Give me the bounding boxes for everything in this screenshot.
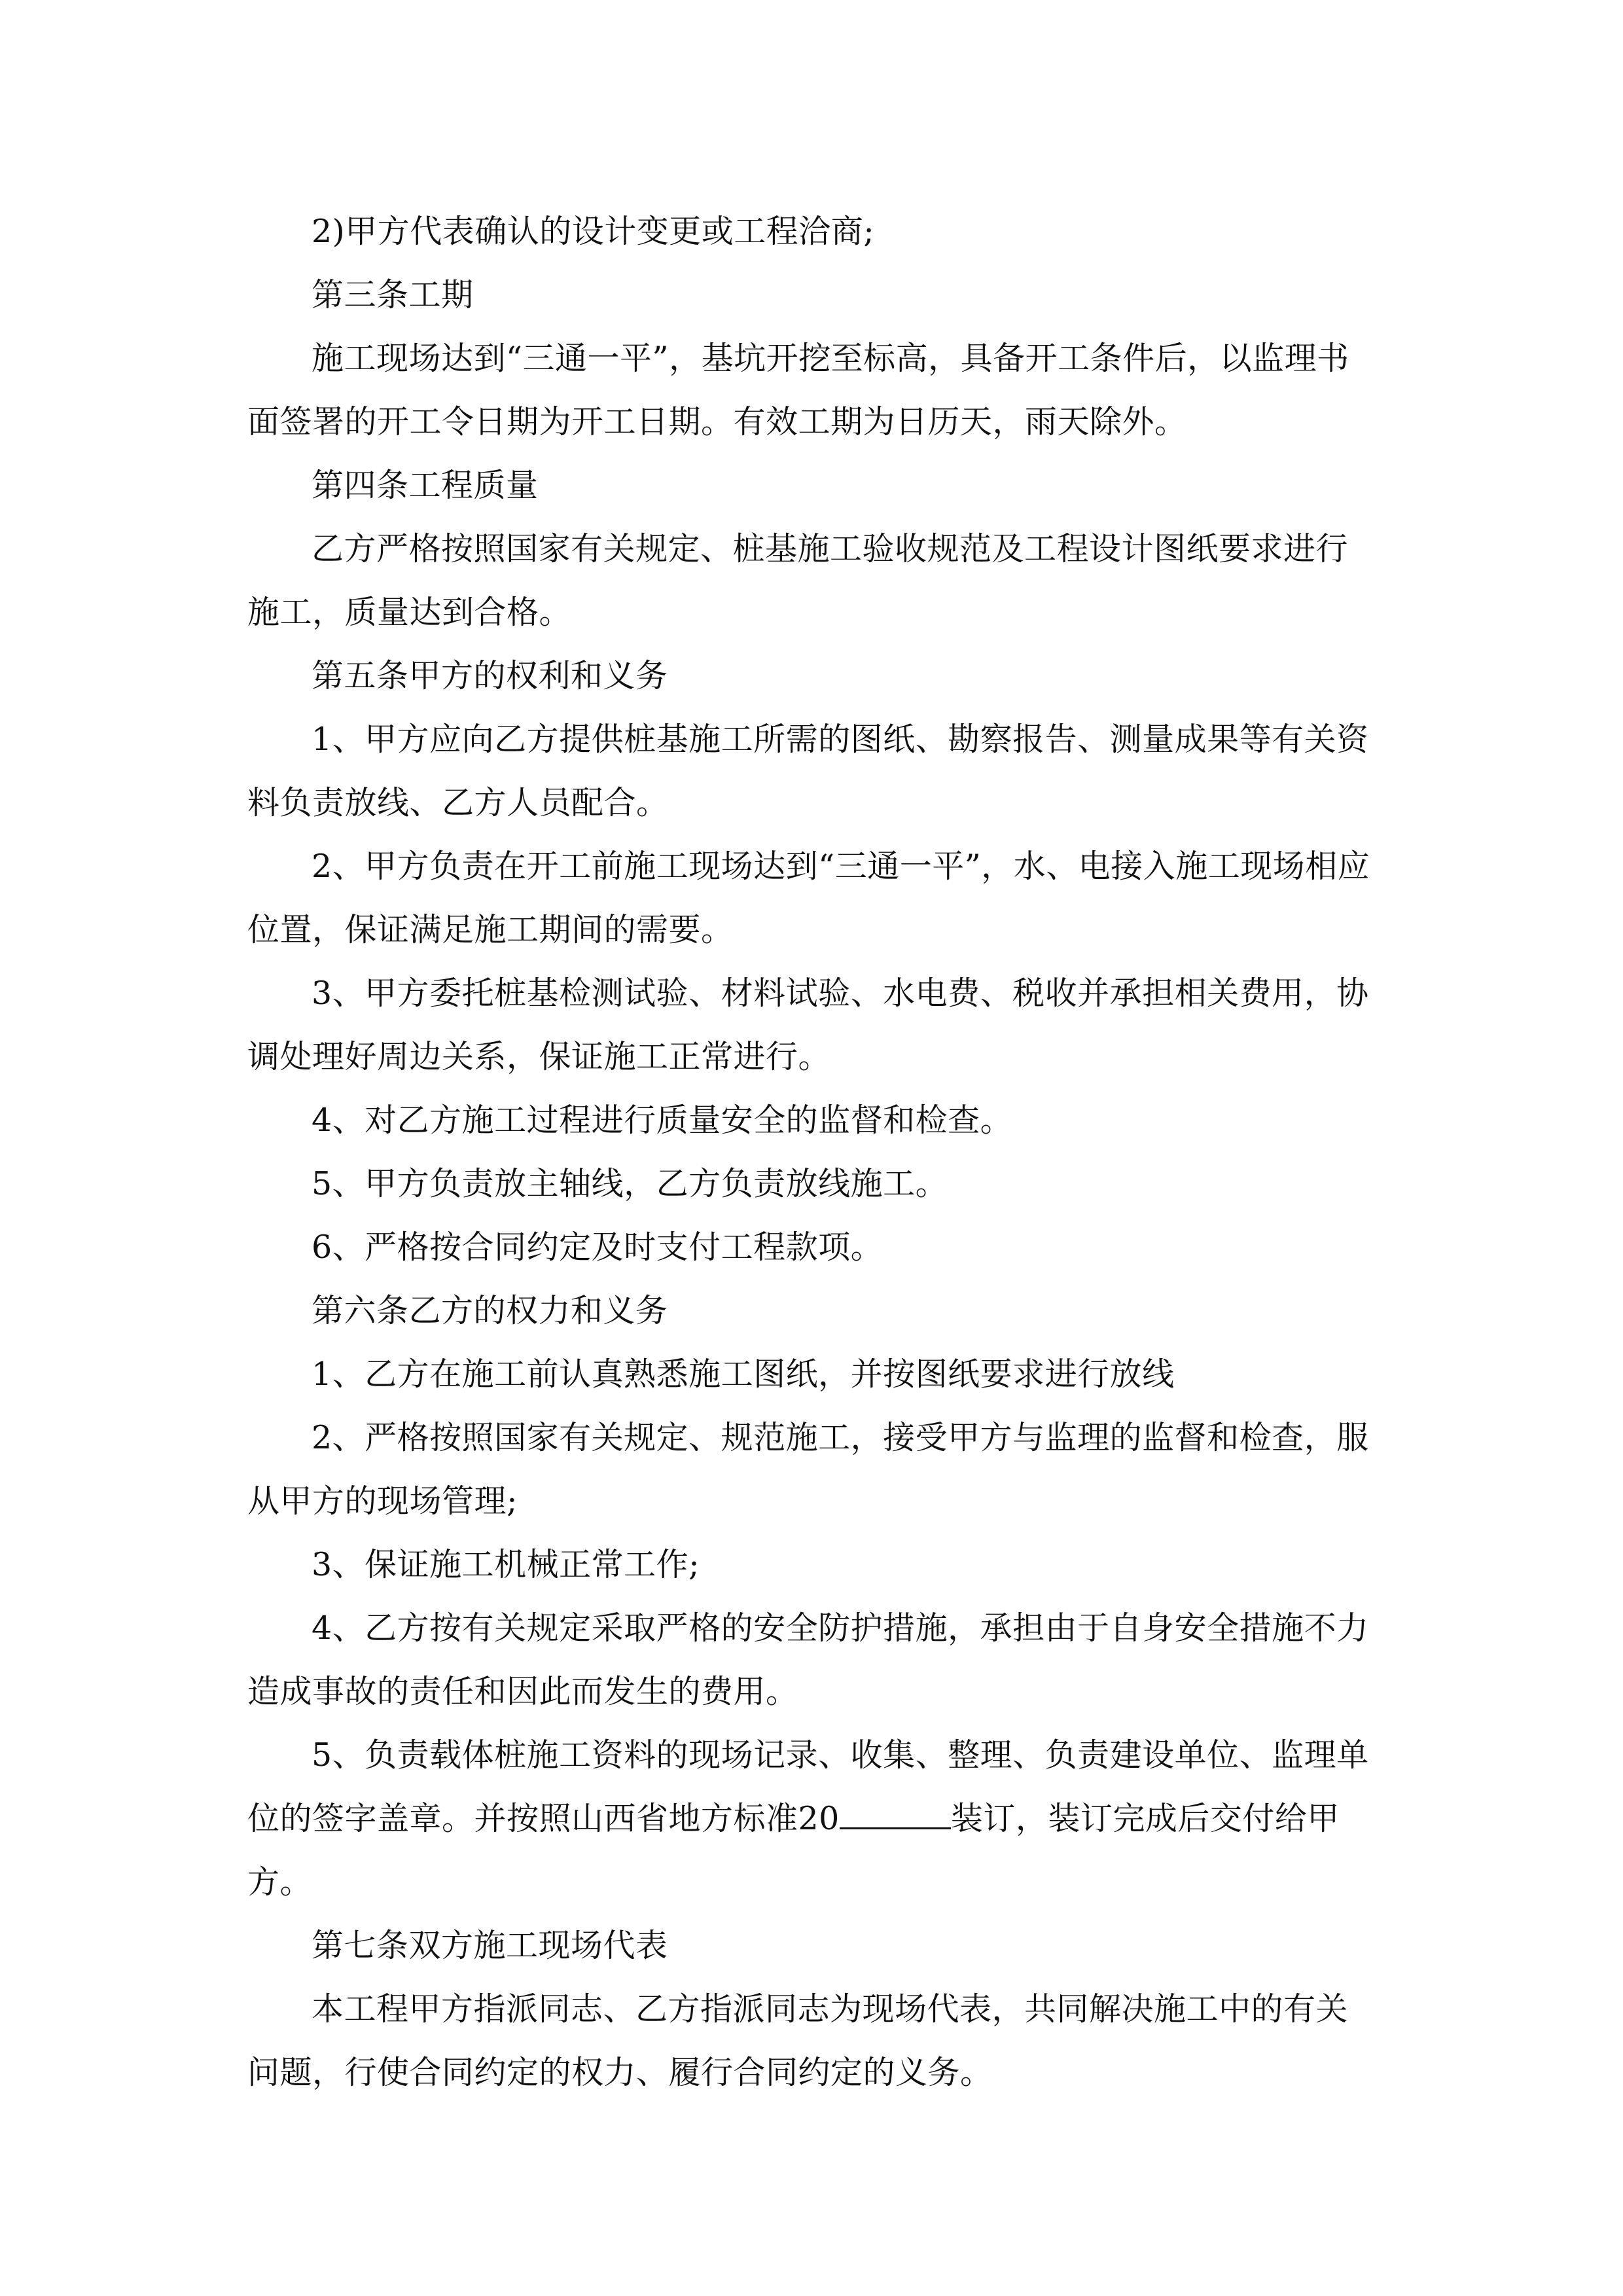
paragraph-party-b-item-2: 2、严格按照国家有关规定、规范施工，接受甲方与监理的监督和检查，服从甲方的现场管理; [247, 1419, 1369, 1520]
paragraph-party-a-item-6: 6、严格按合同约定及时支付工程款项。 [312, 1229, 883, 1266]
paragraph-party-b-item-5-after: 装订，装订完成后交付给甲方。 [247, 1800, 1340, 1901]
paragraph-design-change: 2)甲方代表确认的设计变更或工程洽商; [312, 213, 875, 250]
heading-article-7-site-representatives: 第七条双方施工现场代表 [312, 1927, 668, 1964]
paragraph-party-b-item-5 [247, 1723, 1380, 1914]
paragraph-quality: 乙方严格按照国家有关规定、桩基施工验收规范及工程设计图纸要求进行施工，质量达到合格。 [247, 530, 1349, 631]
paragraph-party-b-item-1: 1、乙方在施工前认真熟悉施工图纸，并按图纸要求进行放线 [312, 1355, 1175, 1393]
heading-article-6-party-b: 第六条乙方的权力和义务 [312, 1292, 668, 1329]
heading-article-4-quality: 第四条工程质量 [312, 467, 539, 504]
paragraph-party-a-item-1: 1、甲方应向乙方提供桩基施工所需的图纸、勘察报告、测量成果等有关资料负责放线、乙方人员配合。 [247, 721, 1369, 821]
paragraph-schedule: 施工现场达到“三通一平”，基坑开挖至标高，具备开工条件后，以监理书面签署的开工令日期为开工日期。有效工期为日历天，雨天除外。 [247, 340, 1349, 440]
paragraph-party-a-item-2: 2、甲方负责在开工前施工现场达到“三通一平”，水、电接入施工现场相应位置，保证满足施工期间的需要。 [247, 848, 1370, 948]
paragraph-party-a-item-3: 3、甲方委托桩基检测试验、材料试验、水电费、税收并承担相关费用，协调处理好周边关系，保证施工正常进行。 [247, 975, 1369, 1075]
paragraph-party-b-item-3: 3、保证施工机械正常工作; [312, 1546, 700, 1583]
paragraph-party-b-item-5-before: 5、负责载体桩施工资料的现场记录、收集、整理、负责建设单位、监理单位的签字盖章。并按照山西省地方标准20 [247, 1736, 1369, 1837]
fill-in-blank-line [840, 1801, 951, 1829]
heading-article-3-schedule: 第三条工期 [312, 276, 474, 314]
document-body [247, 200, 1380, 2104]
heading-article-5-party-a: 第五条甲方的权利和义务 [312, 657, 668, 694]
paragraph-party-b-item-4: 4、乙方按有关规定采取严格的安全防护措施，承担由于自身安全措施不力造成事故的责任和因此而发生的费用。 [247, 1609, 1369, 1710]
paragraph-party-a-item-4: 4、对乙方施工过程进行质量安全的监督和检查。 [312, 1102, 1013, 1139]
paragraph-party-a-item-5: 5、甲方负责放主轴线，乙方负责放线施工。 [312, 1165, 948, 1202]
paragraph-site-representatives: 本工程甲方指派同志、乙方指派同志为现场代表，共同解决施工中的有关问题，行使合同约定的权力、履行合同约定的义务。 [247, 1990, 1349, 2091]
